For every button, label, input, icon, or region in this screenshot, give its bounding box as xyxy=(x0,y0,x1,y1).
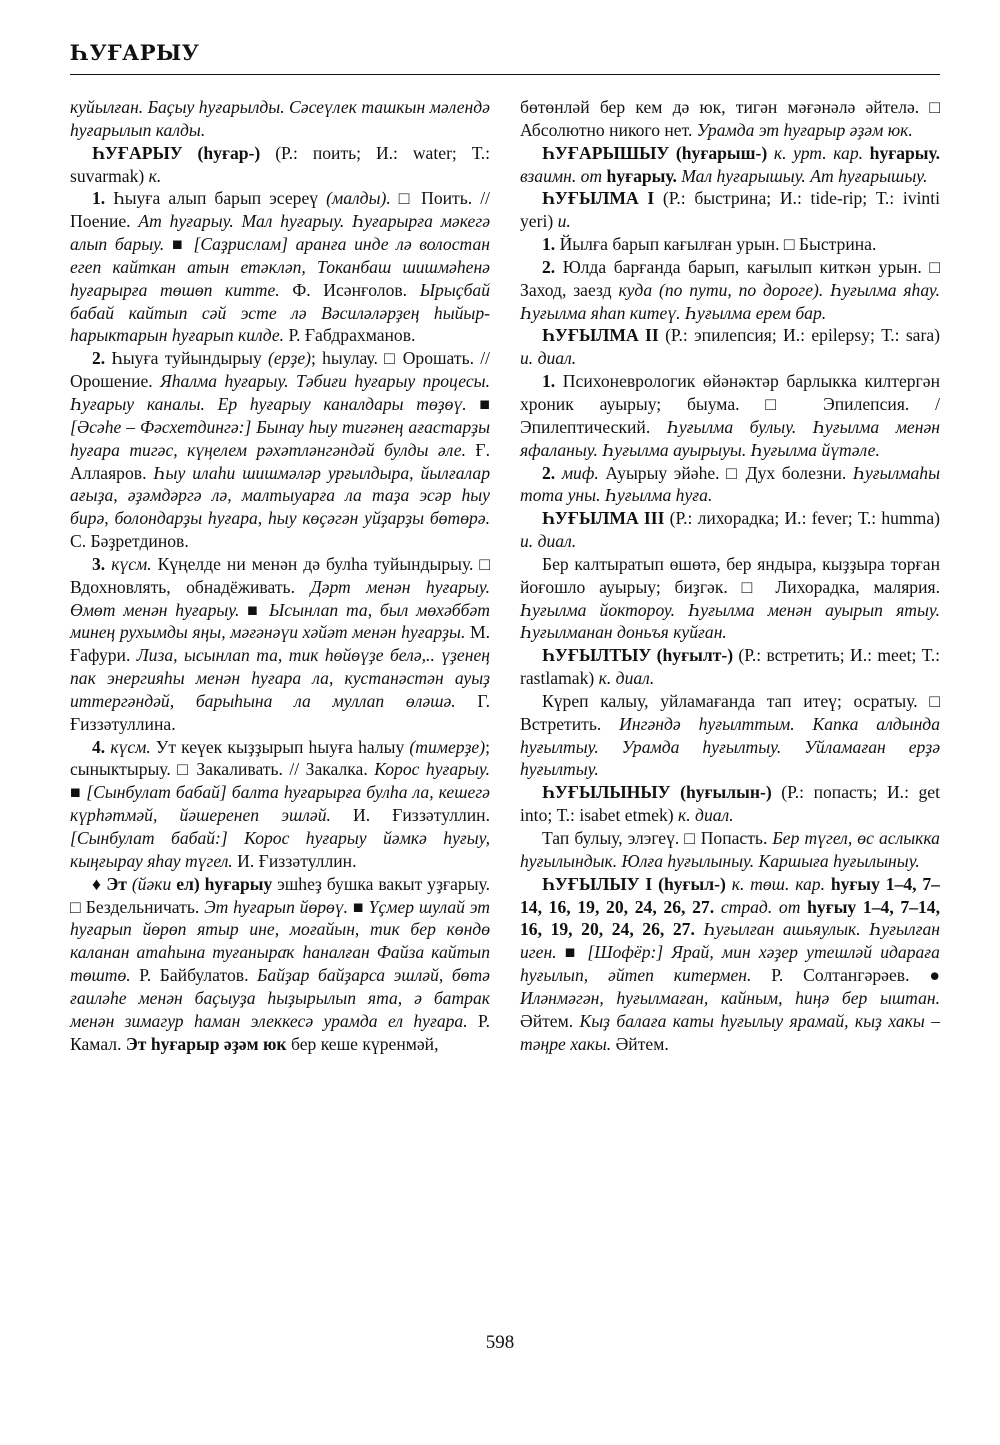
entry-paragraph: 1. Йылға барып кағылған урын. □ Быстрина. xyxy=(542,234,877,255)
entry-paragraph: ҺУҒАРЫШЫУ (һуғарыш-) к. урт. кар. һуғарыу. взаимн. от һуғарыу. Мал һуғарышыу. Ат һуғарышыу. xyxy=(520,142,940,186)
entry-paragraph: ♦ Эт (йәки ел) һуғарыу эшһеҙ бушка вакыт уҙғарыу. □ Бездельничать. Эт һуғарып йөрөү. ■ Үҫмер шулай эт һуғарып йөрөп ятыр ине, моғайын, тик бер көндө каланан атаһына туғаныраҡ һаналған Файза кайтып төштө. Р. Байбулатов. Байҙар байҙарса эшләй, бөтә ғаиләһе менән баҫыуҙа һыҙырылып ята, ә батрак менән зимагур һаман элеккесә урамда ел һуғара. Р. Камал. Эт һуғарыр әҙәм юк бер кеше күренмәй, xyxy=(70,873,490,1054)
entry-paragraph: 2. Һыуға туйындырыу (ерҙе); һыулау. □ Орошать. // Орошение. Яһалма һуғарыу. Тәбиғи һуғарыу процесы. Һуғарыу каналы. Ер һуғарыу каналдары төҙөү. ■ [Әсәһе – Фәсхетдингә:] Бынау һыу тигәнең ағастарҙы һуғара тигәс, күңелем рәхәтләнгәндәй булды әле. Ғ. Аллаяров. Һыу илаһи шишмәләр урғылдыра, йылғалар ағыҙа, әҙәмдәргә лә, малтыуарға ла таҙа эсәр һыу бирә, болондарҙы һуғара, һыу көҫәгән уйҙарҙы бөтөрә. С. Бәҙретдинов. xyxy=(70,348,490,552)
entry-paragraph: куйылған. Баҫыу һуғарылды. Сәсеүлек ташкын мәлендә һуғарылып калды. xyxy=(70,97,490,140)
entry-paragraph: ҺУҒЫЛЫНЫУ (һуғылын-) (Р.: попасть; И.: get into; Т.: isabet etmek) к. диал. xyxy=(520,782,941,826)
entry-paragraph: 4. күсм. Ут кеүек кыҙҙырып һыуға һалыу (тимерҙе); сыныктырыу. □ Закаливать. // Закалка. Корос һуғарыу. ■ [Сынбулат бабай] балта һуғарырға булһа ла, кешегә күрһәтмәй, йәшеренеп эшләй. И. Ғиззәтуллин. [Сынбулат бабай:] Корос һуғарыу йәмкә һуғыу, кыңғырау яһау түгел. И. Ғиззәтуллин. xyxy=(70,736,491,871)
entry-paragraph: ҺУҒЫЛМА III (Р.: лихорадка; И.: fever; Т.: humma) и. диал. xyxy=(520,508,940,552)
entry-paragraph: ҺУҒЫЛТЫУ (һуғылт-) (Р.: встретить; И.: meet; Т.: rastlamak) к. диал. xyxy=(520,645,941,689)
entry-paragraph: ҺУҒАРЫУ (һуғар-) (Р.: поить; И.: water; Т.: suvarmak) к. xyxy=(70,142,490,186)
header-rule xyxy=(70,74,940,75)
entry-paragraph: ҺУҒЫЛМА I (Р.: быстрина; И.: tide-rip; Т.: ivinti yeri) и. xyxy=(520,188,940,232)
running-head: ҺУҒАРЫУ xyxy=(70,40,200,65)
entry-paragraph: 3. күсм. Күңелде ни менән дә булһа туйындырыу. □ Вдохновлять, обнадёживать. Дәрт менән һуғарыу. Өмөт менән һуғарыу. ■ Ысынлап та, был мөхәббәт минең рухымды яңы, мәғәнәүи хәйәт менән һуғарҙы. М. Ғафури. Лиза, ысынлап та, тик һөйөүҙе белә,.. үҙенең пак энергияһы менән һуғара ла, кустанәстән ауыҙ иттергәндәй, барыһына ла муллап өләшә. Г. Ғиззәтуллина. xyxy=(70,553,490,734)
right-column xyxy=(520,96,940,1055)
entry-paragraph: Тап булыу, элэгеү. □ Попасть. Бер түгел, өс аслыкка һуғылындык. Юлға һуғылыныу. Каршыға һуғылыныу. xyxy=(520,828,940,871)
entry-paragraph: 1. Психоневрологик өйәнәктәр барлыкка килтергән хроник ауырыу; быума. □ Эпилепсия. / Эпилептический. Һуғылма булыу. Һуғылма менән яфаланыу. Һуғылма ауырыуы. Һуғылма йүтәле. xyxy=(520,371,941,460)
entry-paragraph: 2. миф. Ауырыу эйәһе. □ Дух болезни. Һуғылмаһы тота уны. Һуғылма һуға. xyxy=(520,462,940,506)
entry-paragraph: Бер калтыратып өшөтә, бер яндыра, кыҙҙыра торған йоғошло ауырыу; биҙгәк. □ Лихорадка, малярия. Һуғылма йоктороу. Һуғылма менән ауырып ятыу. Һуғылманан доньъя куйған. xyxy=(520,553,940,643)
entry-paragraph: 1. Һыуға алып барып эсереү (малды). □ Поить. // Поение. Ат һуғарыу. Мал һуғарыу. Һуғарырға мәкегә алып барыу. ■ [Саҙрислам] аранға инде лә волостан егеп кайткан атын етәкләп, Токанбаш шишмәһенә һуғарырға төшөп китте. Ф. Исәнғолов. Ырыҫбай бабай кайтып сәй эсте лә Вәсиләләрҙең һыйыр-һарыктарын һуғарып килде. Р. Ғабдрахманов. xyxy=(70,188,491,346)
entry-paragraph: ҺУҒЫЛМА II (Р.: эпилепсия; И.: epilepsy; Т.: sara) и. диал. xyxy=(520,325,940,369)
entry-paragraph: 2. Юлда барғанда барып, кағылып киткән урын. □ Заход, заезд куда (по пути, по дороге). Һуғылма яһау. Һуғылма яһап китеү. Һуғылма ерем бар. xyxy=(520,256,940,323)
page-number: 598 xyxy=(485,1332,515,1353)
left-column xyxy=(70,96,490,1055)
entry-paragraph: бөтөнләй бер кем дә юк, тигән мәғәнәлә әйтелә. □ Абсолютно никого нет. Урамда эт һуғарыр әҙәм юк. xyxy=(520,97,940,140)
entry-paragraph: ҺУҒЫЛЫУ I (һуғыл-) к. төш. кар. һуғыу 1–4, 7–14, 16, 19, 20, 24, 26, 27. страд. от һуғыу 1–4, 7–14, 16, 19, 20, 24, 26, 27. Һуғылған ашьяулык. Һуғылған иген. ■ [Шофёр:] Ярай, мин хәҙер утешләй идараға һуғылып, әйтеп китермен. Р. Солтангәрәев. ● Иләнмәгән, һуғылмаған, кайным, һиңә бер ыштан. Әйтем. Кыҙ балаға каты һуғылыу ярамай, кыҙ хакы – тәңре хакы. Әйтем. xyxy=(520,873,940,1054)
entry-paragraph: Күреп калыу, уйламағанда тап итеү; осратыу. □ Встретить. Ингәндә һуғылттым. Капка алдында һуғылтыу. Урамда һуғылтыу. Уйламаған ерҙә һуғылтыу. xyxy=(520,690,940,780)
